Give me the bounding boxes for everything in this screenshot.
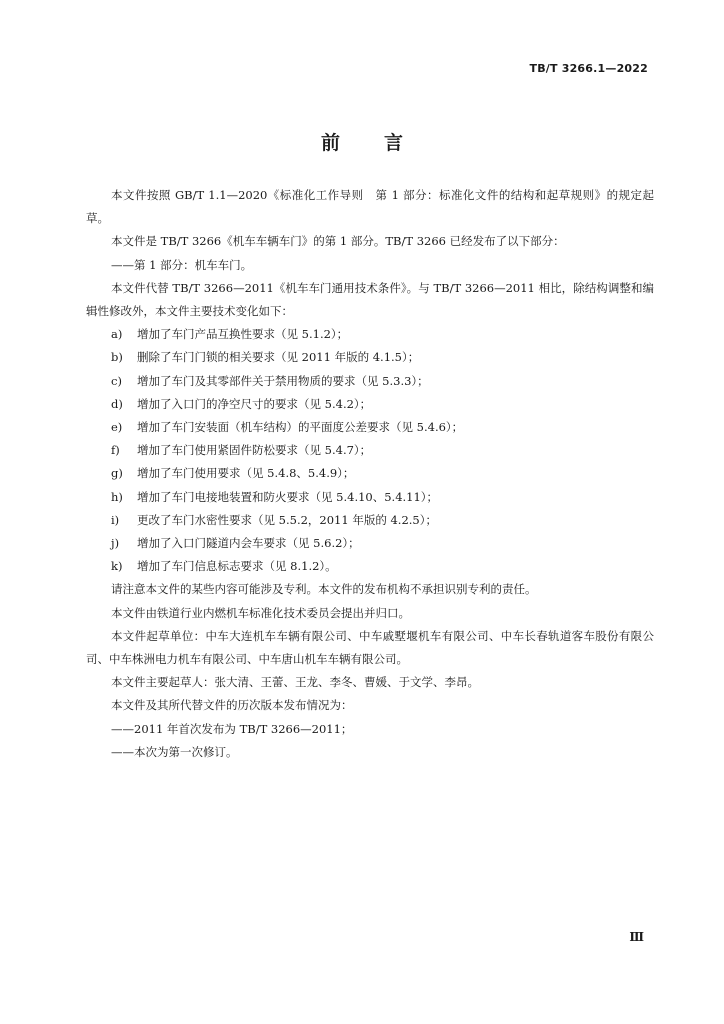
change-marker: k) (111, 559, 123, 574)
change-marker: c) (111, 373, 122, 388)
change-marker: b) (111, 350, 123, 365)
change-text: 删除了车门门锁的相关要求（见 2011 年版的 4.1.5）； (137, 350, 420, 365)
change-marker: h) (111, 489, 123, 504)
paragraph-drafting-units: 本文件起草单位：中车大连机车车辆有限公司、中车戚墅堰机车有限公司、中车长春轨道客车股份有限公司、中车株洲电力机车有限公司、中车唐山机车车辆有限公司。 (86, 628, 654, 667)
page-title: 前言 (320, 132, 447, 154)
change-item (86, 370, 654, 393)
change-item (86, 509, 654, 532)
part-list-item: ——第 1 部分：机车车门。 (111, 257, 253, 272)
change-item (86, 323, 654, 346)
change-item (86, 532, 654, 555)
change-text: 增加了车门使用紧固件防松要求（见 5.4.7）； (137, 443, 372, 458)
paragraph-patent-notice: 请注意本文件的某些内容可能涉及专利。本文件的发布机构不承担识别专利的责任。 (111, 582, 537, 597)
change-marker: i) (111, 512, 120, 527)
change-marker: d) (111, 396, 123, 411)
history-item: ——2011 年首次发布为 TB/T 3266—2011； (111, 721, 353, 736)
foreword-body (86, 184, 654, 764)
change-text: 增加了入口门的净空尺寸的要求（见 5.4.2）； (137, 396, 372, 411)
change-text: 增加了车门安装面（机车结构）的平面度公差要求（见 5.4.6）； (137, 420, 464, 435)
change-text: 更改了车门水密性要求（见 5.5.2，2011 年版的 4.2.5）； (137, 512, 438, 527)
history-item: ——本次为第一次修订。 (111, 744, 238, 759)
paragraph-drafters: 本文件主要起草人：张大清、王蕾、王龙、李冬、曹媛、于文学、李昂。 (111, 675, 479, 690)
paragraph-history-intro: 本文件及其所代替文件的历次版本发布情况为： (111, 698, 353, 713)
change-text: 增加了车门及其零部件关于禁用物质的要求（见 5.3.3）； (137, 373, 429, 388)
change-marker: j) (111, 536, 120, 551)
paragraph-drafting-basis: 本文件按照 GB/T 1.1—2020《标准化工作导则 第 1 部分：标准化文件的结构和起草规则》的规定起草。 (86, 188, 654, 226)
change-marker: f) (111, 443, 120, 458)
change-item (86, 555, 654, 578)
change-text: 增加了车门信息标志要求（见 8.1.2）。 (137, 559, 337, 574)
change-item (86, 393, 654, 416)
change-item (86, 486, 654, 509)
change-item (86, 346, 654, 369)
paragraph-part-info: 本文件是 TB/T 3266《机车车辆车门》的第 1 部分。TB/T 3266 已经发布了以下部分： (111, 234, 565, 249)
change-marker: g) (111, 466, 123, 481)
change-item (86, 439, 654, 462)
change-text: 增加了车门电接地装置和防火要求（见 5.4.10、5.4.11）； (137, 489, 439, 504)
change-item (86, 416, 654, 439)
change-text: 增加了车门产品互换性要求（见 5.1.2）； (137, 327, 349, 342)
document-code: TB/T 3266.1—2022 (529, 62, 648, 75)
paragraph-replacement: 本文件代替 TB/T 3266—2011《机车车门通用技术条件》。与 TB/T 3266—2011 相比，除结构调整和编辑性修改外，本文件主要技术变化如下： (86, 280, 654, 319)
change-text: 增加了车门使用要求（见 5.4.8、5.4.9）； (137, 466, 355, 481)
page-number: Ⅲ (629, 930, 644, 944)
change-item (86, 462, 654, 485)
change-text: 增加了入口门隧道内会车要求（见 5.6.2）； (137, 536, 360, 551)
paragraph-proposer: 本文件由铁道行业内燃机车标准化技术委员会提出并归口。 (111, 605, 410, 620)
change-marker: a) (111, 327, 123, 342)
change-marker: e) (111, 420, 123, 435)
